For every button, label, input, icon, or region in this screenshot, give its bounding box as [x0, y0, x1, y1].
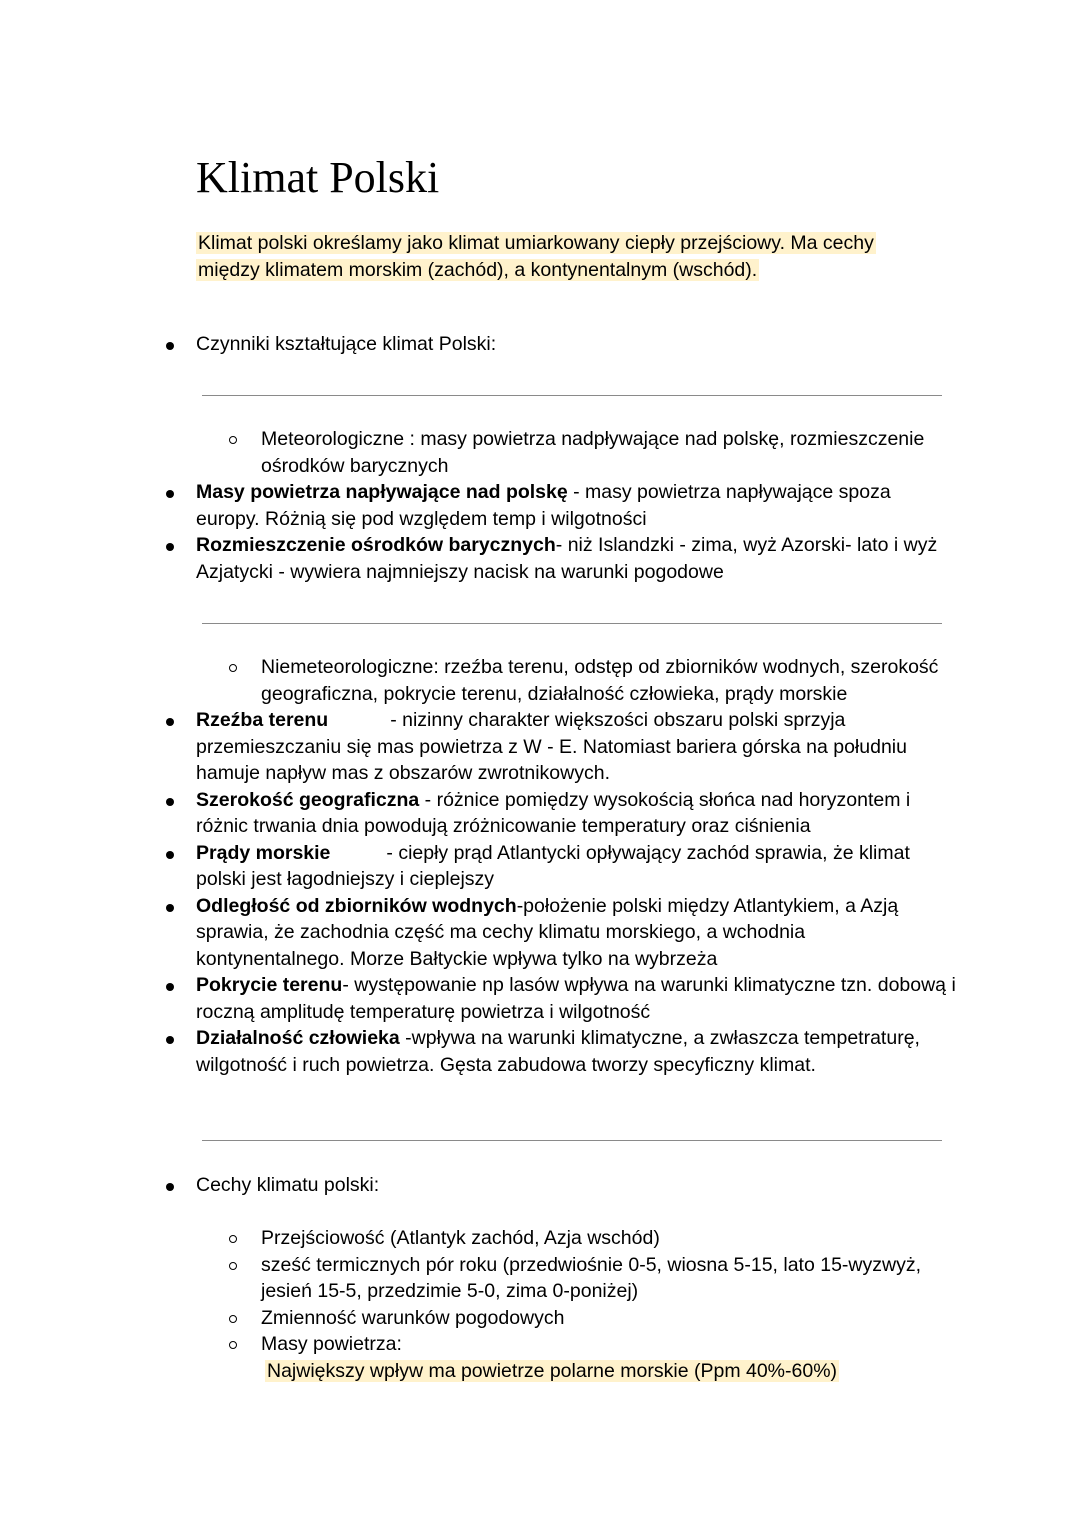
meteo-label: Meteorologiczne : masy powietrza nadpływające nad polskę, rozmieszczenie ośrodków barycznych	[0, 426, 956, 479]
item-term: Pokrycie terenu	[196, 974, 343, 996]
features-heading: Cechy klimatu polski:	[0, 1172, 956, 1199]
list-item: sześć termicznych pór roku (przedwiośnie 0-5, wiosna 5-15, lato 15-wyzwyż, jesień 15-5, przedzimie 5-0, zima 0-poniżej)	[0, 1252, 956, 1305]
item-text: - różnice pomiędzy wysokością słońca nad horyzontem i różnic trwania dnia powodują zróżnicowanie temperatury oraz ciśnienia	[196, 788, 911, 837]
bullet-dot-icon	[166, 543, 174, 551]
intro-highlight: Klimat polski określamy jako klimat umiarkowany ciepły przejściowy. Ma cechy między klimatem morskim (zachód), a kontynentalnym (wschód).	[198, 232, 874, 281]
divider-3	[202, 1140, 942, 1141]
bullet-circle-icon	[229, 1235, 237, 1243]
highlight-line	[0, 1358, 960, 1385]
factors-heading-block	[0, 331, 956, 358]
factors-heading: Czynniki kształtujące klimat Polski:	[0, 331, 956, 358]
bullet-dot-icon	[166, 718, 174, 726]
bullet-dot-icon	[166, 1183, 174, 1191]
item-text: -położenie polski między Atlantykiem, a Azją sprawia, że zachodnia część ma cechy klimatu morskiego, a wchodnia kontynentalnego. Morze Bałtyckie wpływa tylko na wybrzeża	[196, 894, 899, 970]
list-item	[0, 1025, 956, 1078]
divider-2	[202, 623, 942, 624]
bullet-dot-icon	[166, 1036, 174, 1044]
item-text: - niż Islandzki - zima, wyż Azorski- lato i wyż Azjatycki - wywiera najmniejszy nacisk na warunki pogodowe	[196, 534, 938, 583]
item-term: Prądy morskie	[196, 841, 331, 864]
bullet-dot-icon	[166, 851, 174, 859]
meteo-block	[0, 426, 956, 585]
page-title: Klimat Polski	[196, 153, 440, 202]
item-term: Szerokość geograficzna	[196, 788, 420, 811]
bullet-dot-icon	[166, 342, 174, 350]
divider-1	[202, 395, 942, 396]
bullet-circle-icon	[229, 1262, 237, 1270]
list-item	[0, 893, 956, 973]
list-item: Przejściowość (Atlantyk zachód, Azja wschód)	[0, 1225, 956, 1252]
bullet-dot-icon	[166, 983, 174, 991]
item-text: - nizinny charakter większości obszaru polski sprzyja przemieszczaniu się mas powietrza z W - E. Natomiast bariera górska na południu hamuje napływ mas z obszarów zwrotnikowych.	[196, 709, 907, 784]
item-text: - występowanie np lasów wpływa na warunki klimatyczne tzn. dobową i roczną amplitudę temperaturę powietrza i wilgotność	[196, 974, 956, 1023]
list-item: Zmienność warunków pogodowych	[0, 1305, 956, 1332]
item-term: Rzeźba terenu	[196, 709, 329, 731]
bullet-circle-icon	[229, 664, 237, 672]
item-text: -wpływa na warunki klimatyczne, a zwłaszcza tempetraturę, wilgotność i ruch powietrza. Gęsta zabudowa tworzy specyficzny klimat.	[196, 1027, 920, 1076]
item-term: Rozmieszczenie ośrodków barycznych	[196, 534, 556, 556]
item-text: - masy powietrza napływające spoza europy. Różnią się pod względem temp i wilgotności	[196, 481, 891, 530]
features-heading-block	[0, 1172, 956, 1199]
air-mass-highlight: Największy wpływ ma powietrze polarne morskie (Ppm 40%-60%)	[267, 1359, 838, 1382]
list-item	[0, 840, 956, 893]
bullet-circle-icon	[229, 1341, 237, 1349]
intro-paragraph	[196, 230, 936, 284]
bullet-dot-icon	[166, 904, 174, 912]
list-item: Masy powietrza:	[0, 1331, 956, 1358]
list-item	[0, 972, 956, 1025]
list-item	[0, 787, 956, 840]
features-list	[0, 1225, 960, 1384]
bullet-circle-icon	[229, 1315, 237, 1323]
list-item	[0, 707, 956, 787]
item-text: - ciepły prąd Atlantycki opływający zachód sprawia, że klimat polski jest łagodniejszy i cieplejszy	[196, 841, 910, 890]
list-item	[0, 532, 956, 585]
item-term: Masy powietrza napływające nad polskę	[196, 481, 568, 503]
item-term: Działalność człowieka	[196, 1027, 400, 1049]
bullet-circle-icon	[229, 436, 237, 444]
list-item	[0, 479, 956, 532]
bullet-dot-icon	[166, 798, 174, 806]
item-term: Odległość od zbiorników wodnych	[196, 894, 517, 917]
nonmeteo-label: Niemeteorologiczne: rzeźba terenu, odstęp od zbiorników wodnych, szerokość geograficzna, pokrycie terenu, działalność człowieka, prądy morskie	[0, 654, 956, 707]
nonmeteo-block	[0, 654, 956, 1078]
bullet-dot-icon	[166, 490, 174, 498]
